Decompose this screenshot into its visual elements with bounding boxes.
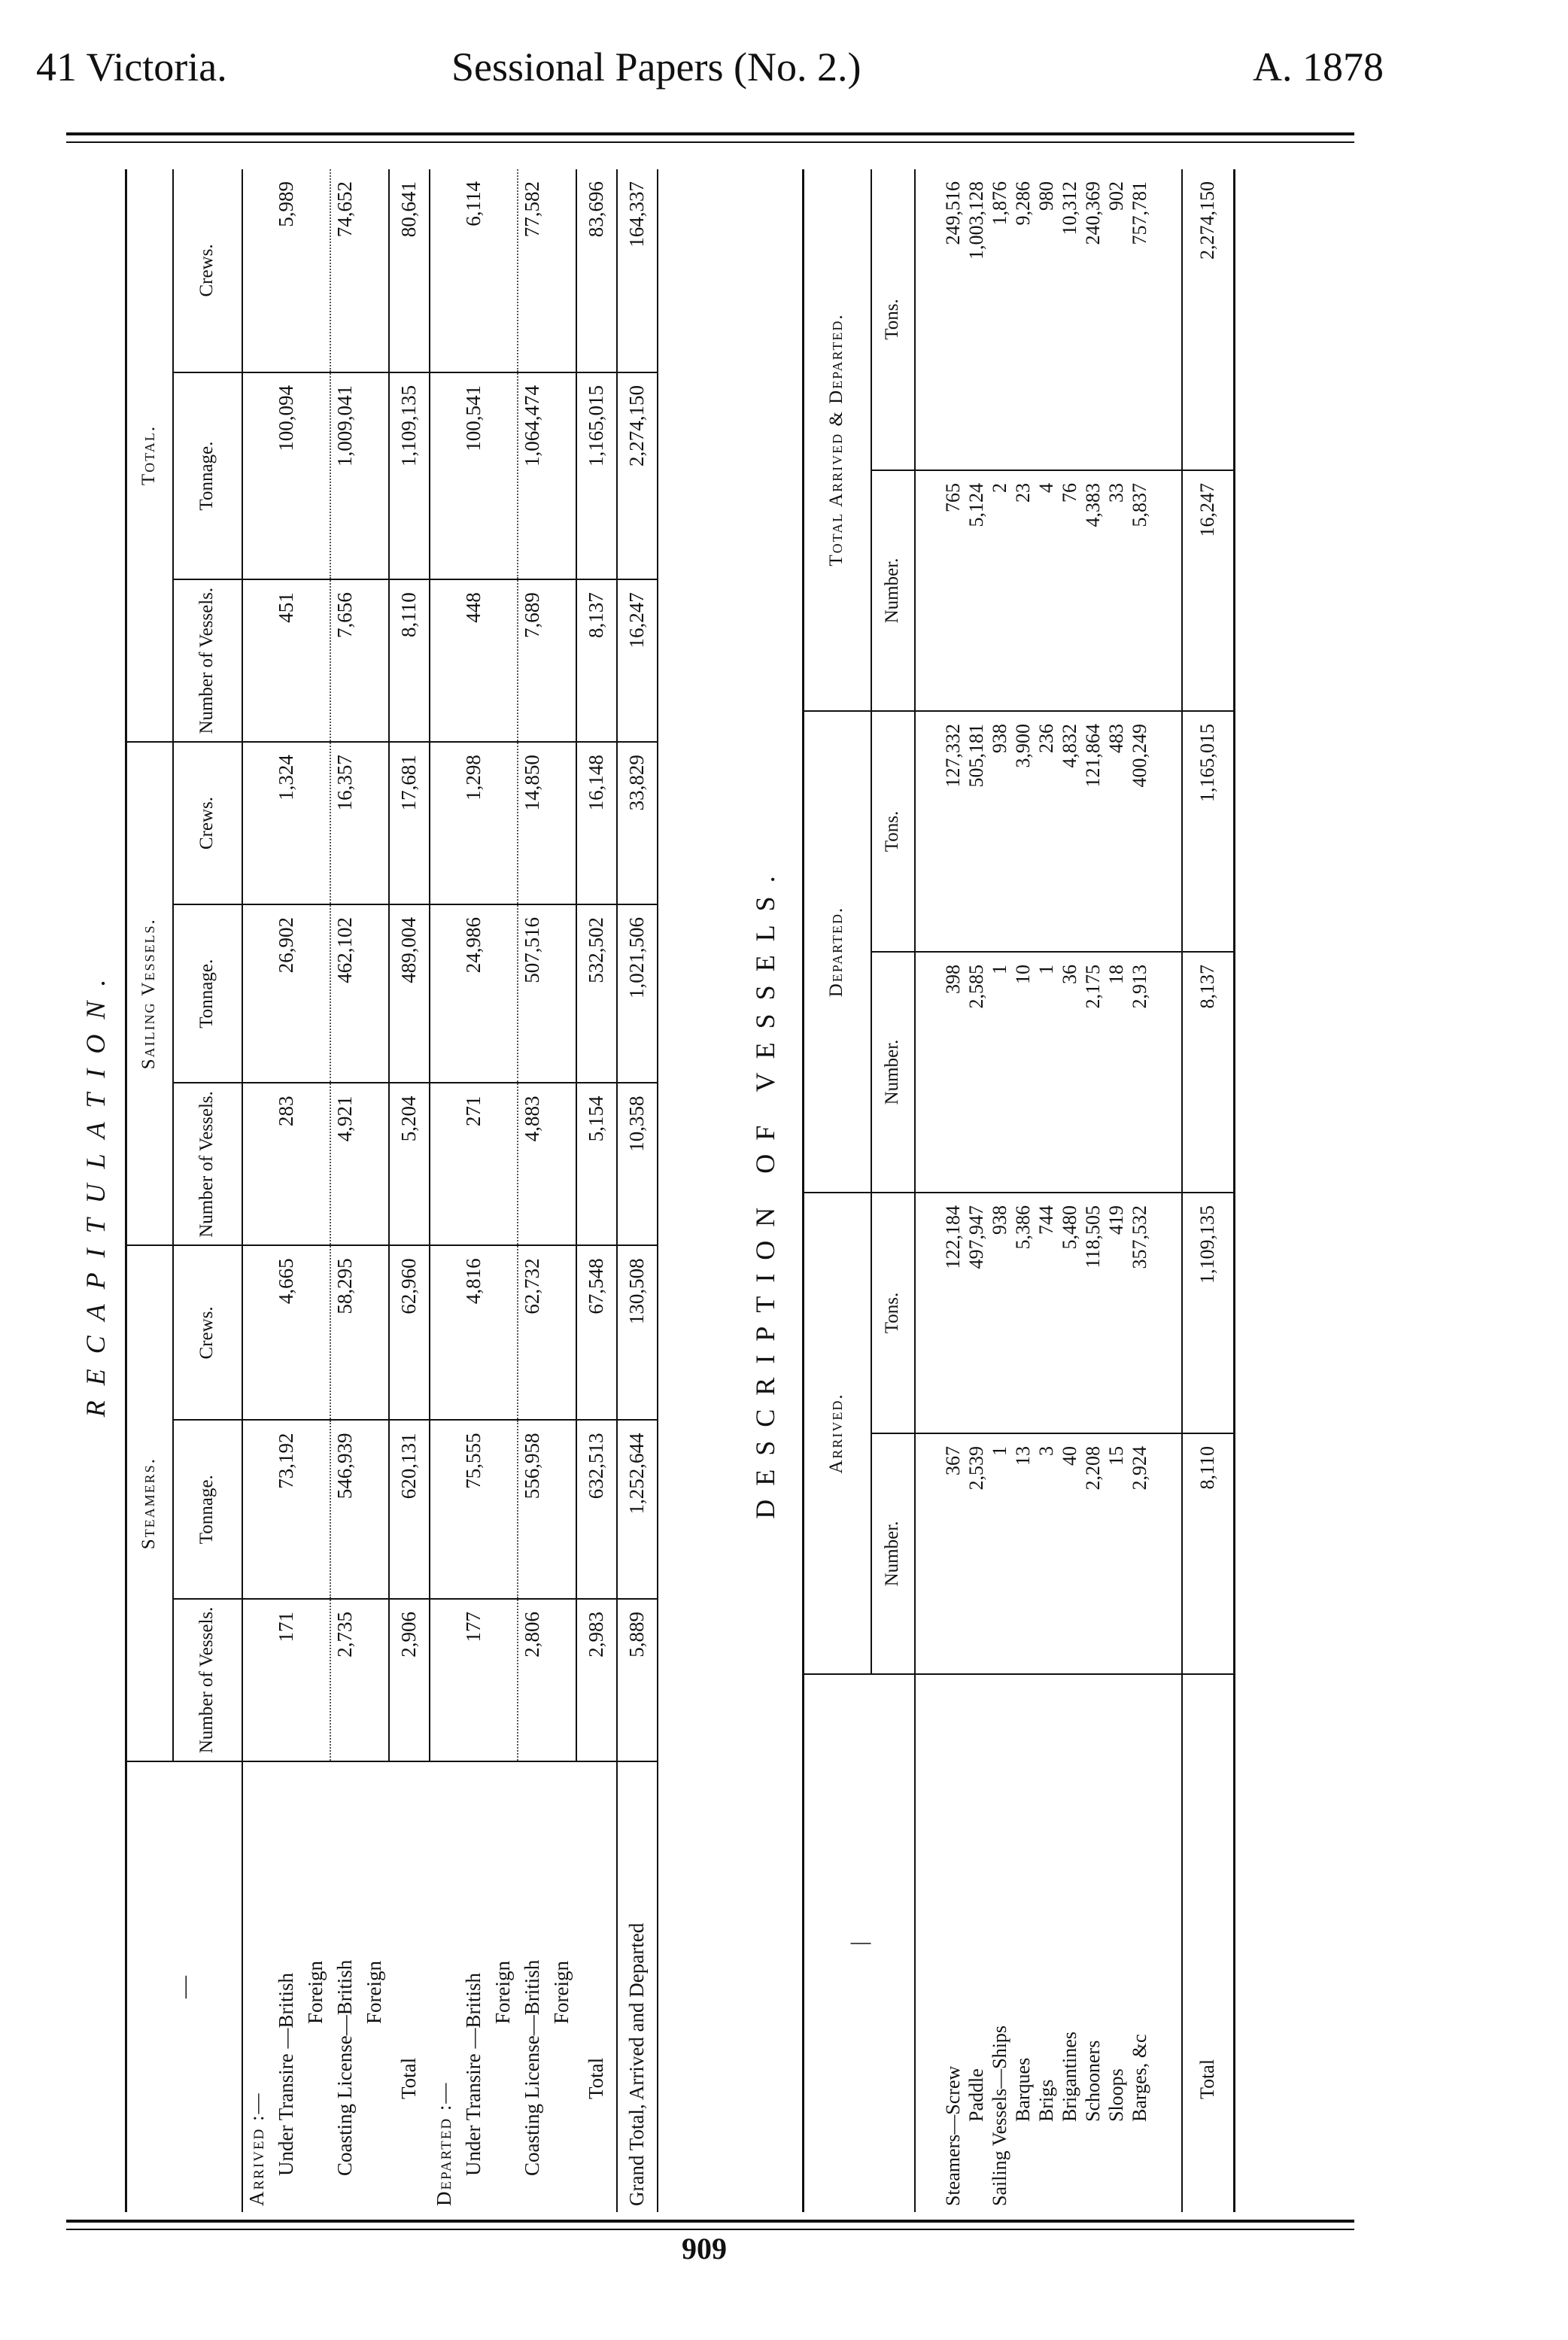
cell: 5,386	[1012, 1193, 1035, 1433]
cell: 757,781	[1129, 169, 1152, 470]
cell: 367	[942, 1433, 965, 1674]
table-row	[942, 169, 965, 2212]
cell: 1	[1035, 952, 1059, 1193]
cell: 4,883	[518, 1083, 547, 1246]
cell	[301, 579, 330, 742]
cell: 7,689	[518, 579, 547, 742]
cell: 36	[1059, 952, 1082, 1193]
table-row	[989, 169, 1012, 2212]
cell	[488, 1083, 518, 1246]
cell: 76	[1059, 470, 1082, 711]
cell: 2,983	[576, 1599, 617, 1761]
cell: 23	[1012, 470, 1035, 711]
cell	[547, 1599, 576, 1761]
cell: 5,480	[1059, 1193, 1082, 1433]
table-row	[488, 169, 518, 2212]
subheader-tons: Tons.	[871, 1193, 915, 1433]
table-row	[389, 169, 430, 2212]
cell: 18	[1105, 952, 1129, 1193]
group-header-total: Total Arrived & Departed.	[804, 169, 871, 711]
cell: 489,004	[389, 904, 430, 1083]
table-row	[1129, 169, 1152, 2212]
cell: 632,513	[576, 1421, 617, 1599]
cell: 283	[272, 1083, 301, 1246]
recapitulation-title: RECAPITULATION.	[81, 964, 111, 1418]
table-row	[1082, 169, 1105, 2212]
group-header-steamers: Steamers.	[126, 1245, 173, 1761]
cell: 938	[989, 1193, 1012, 1433]
row-label: Paddle	[965, 2068, 987, 2122]
cell: 938	[989, 711, 1012, 952]
cell	[488, 1245, 518, 1420]
cell: 2,175	[1082, 952, 1105, 1193]
cell	[488, 372, 518, 579]
cell: 67,548	[576, 1245, 617, 1420]
cell: 2,806	[518, 1599, 547, 1761]
cell: 398	[942, 952, 965, 1193]
cell	[488, 1421, 518, 1599]
table-row	[1059, 169, 1082, 2212]
cell: 620,131	[389, 1421, 430, 1599]
label-column-header: |	[804, 1674, 915, 2212]
cell	[547, 1421, 576, 1599]
subheader-tonnage: Tonnage.	[173, 904, 242, 1083]
cell	[301, 372, 330, 579]
recapitulation-table	[125, 169, 658, 2212]
table-row	[547, 169, 576, 2212]
cell: 400,249	[1129, 711, 1152, 952]
cell: 58,295	[330, 1245, 360, 1420]
cell	[547, 372, 576, 579]
row-label: Foreign	[549, 1961, 573, 2024]
subheader-number: Number of Vessels.	[173, 579, 242, 742]
cell: 177	[459, 1599, 488, 1761]
cell: 118,505	[1082, 1193, 1105, 1433]
cell: 1,109,135	[389, 372, 430, 579]
cell: 5,989	[272, 169, 301, 372]
cell	[547, 579, 576, 742]
cell: 3	[1035, 1433, 1059, 1674]
cell: 17,681	[389, 742, 430, 904]
cell: 1,165,015	[1182, 711, 1235, 952]
cell: 16,247	[1182, 470, 1235, 711]
cell: 8,110	[389, 579, 430, 742]
cell: 497,947	[965, 1193, 989, 1433]
subheader-tons: Tons.	[871, 711, 915, 952]
cell	[547, 904, 576, 1083]
row-label: Grand Total, Arrived and Departed	[617, 1761, 658, 2212]
cell: 4,832	[1059, 711, 1082, 952]
cell: 419	[1105, 1193, 1129, 1433]
row-label: Total	[584, 2057, 607, 2099]
cell	[547, 1083, 576, 1246]
cell: 16,148	[576, 742, 617, 904]
cell	[488, 904, 518, 1083]
header-title: Sessional Papers (No. 2.)	[451, 44, 861, 90]
rotated-page-body	[80, 169, 1351, 2212]
cell: 4,921	[330, 1083, 360, 1246]
cell: 1	[989, 952, 1012, 1193]
cell: 100,541	[459, 372, 488, 579]
cell: 1,021,506	[617, 904, 658, 1083]
cell: 8,137	[576, 579, 617, 742]
row-label: Brigantines	[1059, 2032, 1080, 2122]
cell	[301, 1421, 330, 1599]
cell: 2,274,150	[617, 372, 658, 579]
table-row	[965, 169, 989, 2212]
cell: 271	[459, 1083, 488, 1246]
row-label: Barques	[1012, 2057, 1034, 2122]
cell: 505,181	[965, 711, 989, 952]
cell: 5,154	[576, 1083, 617, 1246]
cell: 5,889	[617, 1599, 658, 1761]
arrived-label: Arrived :—	[245, 2092, 268, 2206]
cell	[547, 169, 576, 372]
cell	[360, 372, 389, 579]
cell: 451	[272, 579, 301, 742]
table-row	[518, 169, 547, 2212]
cell: 4,816	[459, 1245, 488, 1420]
cell	[301, 742, 330, 904]
cell	[301, 169, 330, 372]
cell: 1,298	[459, 742, 488, 904]
table-row	[1035, 169, 1059, 2212]
section-label-row	[242, 169, 272, 2212]
cell	[488, 1599, 518, 1761]
cell: 130,508	[617, 1245, 658, 1420]
cell: 6,114	[459, 169, 488, 372]
row-label: Foreign	[491, 1961, 514, 2024]
group-header-sailing: Sailing Vessels.	[126, 742, 173, 1245]
cell: 4,383	[1082, 470, 1105, 711]
cell	[488, 579, 518, 742]
row-label: Total	[1182, 1674, 1235, 2212]
cell: 2,924	[1129, 1433, 1152, 1674]
cell: 122,184	[942, 1193, 965, 1433]
cell: 171	[272, 1599, 301, 1761]
row-label: Foreign	[362, 1961, 385, 2024]
subheader-number: Number.	[871, 1433, 915, 1674]
cell: 980	[1035, 169, 1059, 470]
row-label: Steamers—Screw	[942, 2065, 964, 2206]
cell: 13	[1012, 1433, 1035, 1674]
row-label: Sloops	[1105, 2068, 1127, 2122]
cell: 2,208	[1082, 1433, 1105, 1674]
subheader-number: Number.	[871, 952, 915, 1193]
cell: 10,312	[1059, 169, 1082, 470]
bottom-rule	[66, 2220, 1354, 2223]
cell	[301, 1245, 330, 1420]
bottom-rule-thin	[66, 2229, 1354, 2230]
cell: 462,102	[330, 904, 360, 1083]
cell: 483	[1105, 711, 1129, 952]
cell	[488, 169, 518, 372]
cell: 4,665	[272, 1245, 301, 1420]
cell	[488, 742, 518, 904]
cell: 8,137	[1182, 952, 1235, 1193]
row-label: Total	[397, 2057, 420, 2099]
cell: 40	[1059, 1433, 1082, 1674]
cell: 1,109,135	[1182, 1193, 1235, 1433]
subheader-crews: Crews.	[173, 1245, 242, 1420]
cell: 14,850	[518, 742, 547, 904]
cell	[547, 1245, 576, 1420]
cell: 5,837	[1129, 470, 1152, 711]
cell: 2	[989, 470, 1012, 711]
label-column-header: —	[126, 1761, 242, 2212]
description-title: DESCRIPTION OF VESSELS.	[750, 862, 780, 1519]
subheader-crews: Crews.	[173, 742, 242, 904]
table-row	[1105, 169, 1129, 2212]
group-header-arrived: Arrived.	[804, 1193, 871, 1674]
cell: 24,986	[459, 904, 488, 1083]
cell: 1,252,644	[617, 1421, 658, 1599]
cell	[360, 1083, 389, 1246]
subheader-number: Number of Vessels.	[173, 1599, 242, 1761]
cell: 2,906	[389, 1599, 430, 1761]
header-left: 41 Victoria.	[36, 44, 227, 90]
cell: 1	[989, 1433, 1012, 1674]
cell	[301, 904, 330, 1083]
cell	[360, 1599, 389, 1761]
cell: 3,900	[1012, 711, 1035, 952]
row-label: Under Transire —British	[274, 1973, 297, 2176]
cell: 5,124	[965, 470, 989, 711]
subheader-number: Number of Vessels.	[173, 1083, 242, 1246]
row-label: Barges, &c	[1129, 2034, 1150, 2122]
cell: 4	[1035, 470, 1059, 711]
cell: 164,337	[617, 169, 658, 372]
total-row	[1182, 169, 1235, 2212]
cell	[360, 1245, 389, 1420]
cell	[360, 1421, 389, 1599]
cell: 556,958	[518, 1421, 547, 1599]
subheader-tons: Tons.	[871, 169, 915, 470]
grand-total-row	[617, 169, 658, 2212]
cell: 1,064,474	[518, 372, 547, 579]
row-label: Sailing Vessels—Ships	[989, 2025, 1010, 2206]
cell: 8,110	[1182, 1433, 1235, 1674]
cell: 765	[942, 470, 965, 711]
page-number: 909	[682, 2232, 727, 2266]
header-right: A. 1878	[1253, 44, 1384, 90]
cell: 744	[1035, 1193, 1059, 1433]
top-rule-thin	[66, 141, 1354, 143]
table-row	[576, 169, 617, 2212]
departed-label: Departed :—	[432, 2081, 455, 2206]
cell: 240,369	[1082, 169, 1105, 470]
table-row	[459, 169, 488, 2212]
cell: 127,332	[942, 711, 965, 952]
cell: 73,192	[272, 1421, 301, 1599]
cell: 532,502	[576, 904, 617, 1083]
cell: 26,902	[272, 904, 301, 1083]
cell: 62,960	[389, 1245, 430, 1420]
cell	[301, 1599, 330, 1761]
row-label: Under Transire —British	[461, 1973, 485, 2176]
cell	[360, 579, 389, 742]
cell	[360, 742, 389, 904]
row-label: Brigs	[1035, 2079, 1057, 2122]
row-label: Coasting License—British	[520, 1959, 543, 2176]
cell	[360, 904, 389, 1083]
cell: 546,939	[330, 1421, 360, 1599]
cell	[301, 1083, 330, 1246]
cell: 236	[1035, 711, 1059, 952]
cell: 2,539	[965, 1433, 989, 1674]
cell: 357,532	[1129, 1193, 1152, 1433]
group-header-departed: Departed.	[804, 711, 871, 1193]
cell: 10	[1012, 952, 1035, 1193]
cell: 33	[1105, 470, 1129, 711]
subheader-number: Number.	[871, 470, 915, 711]
table-row	[1012, 169, 1035, 2212]
row-label: Foreign	[303, 1961, 327, 2024]
cell: 10,358	[617, 1083, 658, 1246]
table-row	[272, 169, 301, 2212]
cell: 62,732	[518, 1245, 547, 1420]
subheader-crews: Crews.	[173, 169, 242, 372]
cell: 902	[1105, 169, 1129, 470]
cell	[360, 169, 389, 372]
cell: 2,735	[330, 1599, 360, 1761]
cell: 121,864	[1082, 711, 1105, 952]
cell: 1,324	[272, 742, 301, 904]
cell: 2,585	[965, 952, 989, 1193]
cell: 249,516	[942, 169, 965, 470]
cell: 1,003,128	[965, 169, 989, 470]
group-header-total: Total.	[126, 169, 173, 742]
description-table	[802, 169, 1235, 2212]
cell: 74,652	[330, 169, 360, 372]
cell: 2,913	[1129, 952, 1152, 1193]
cell: 16,247	[617, 579, 658, 742]
cell: 16,357	[330, 742, 360, 904]
table-row	[360, 169, 389, 2212]
cell: 83,696	[576, 169, 617, 372]
top-rule	[66, 132, 1354, 135]
cell: 2,274,150	[1182, 169, 1235, 470]
table-row	[301, 169, 330, 2212]
cell: 507,516	[518, 904, 547, 1083]
row-label: Schooners	[1082, 2040, 1104, 2122]
cell: 448	[459, 579, 488, 742]
subheader-tonnage: Tonnage.	[173, 372, 242, 579]
cell	[547, 742, 576, 904]
cell: 33,829	[617, 742, 658, 904]
subheader-tonnage: Tonnage.	[173, 1421, 242, 1599]
cell: 1,165,015	[576, 372, 617, 579]
cell: 80,641	[389, 169, 430, 372]
cell: 5,204	[389, 1083, 430, 1246]
cell: 1,876	[989, 169, 1012, 470]
table-row	[330, 169, 360, 2212]
cell: 1,009,041	[330, 372, 360, 579]
cell: 77,582	[518, 169, 547, 372]
cell: 9,286	[1012, 169, 1035, 470]
section-label-row	[430, 169, 459, 2212]
cell: 7,656	[330, 579, 360, 742]
row-label: Coasting License—British	[333, 1959, 356, 2176]
cell: 15	[1105, 1433, 1129, 1674]
cell: 100,094	[272, 372, 301, 579]
cell: 75,555	[459, 1421, 488, 1599]
